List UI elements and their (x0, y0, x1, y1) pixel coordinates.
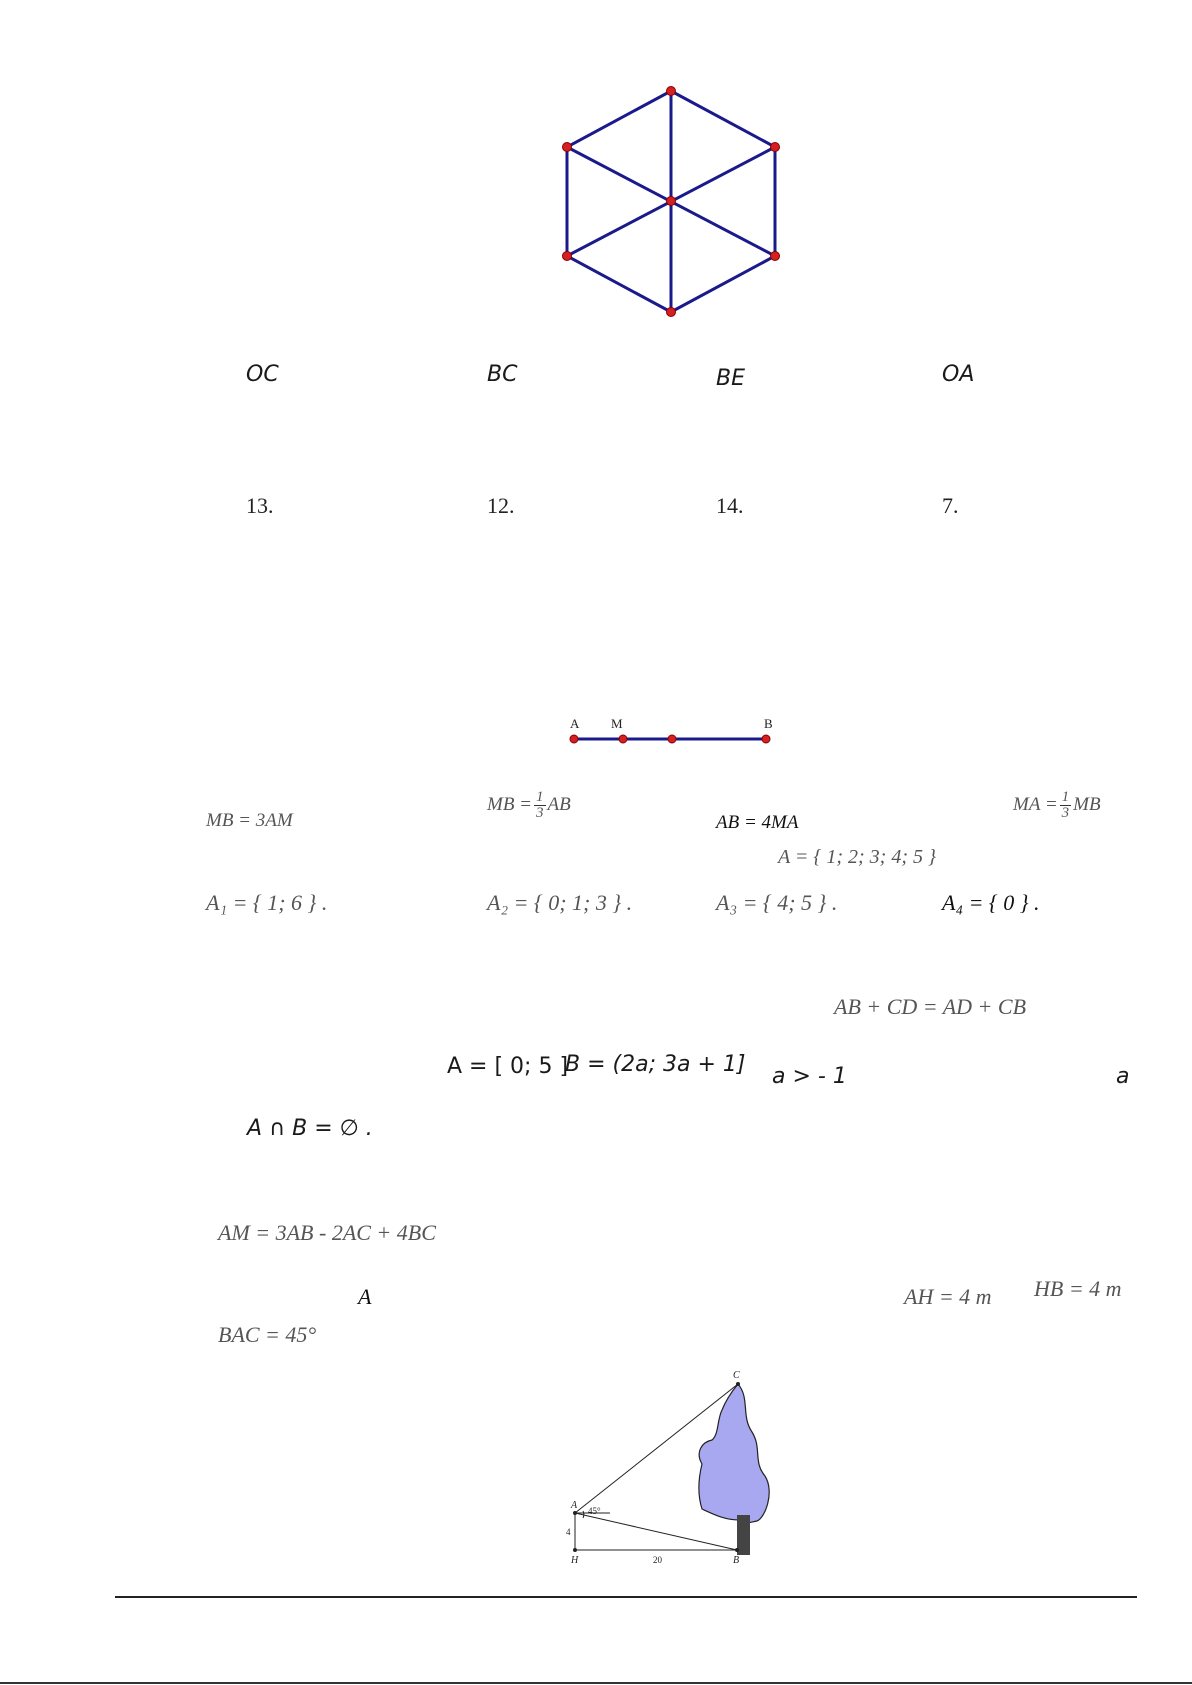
bottom-rule (0, 1682, 1192, 1684)
segment-option-b-lhs: MB = (487, 793, 533, 815)
tree-label-a: A (571, 1500, 578, 1511)
segment-figure (560, 712, 790, 752)
tree-figure (565, 1368, 795, 1568)
interval-set-b: B = (2a; 3a + 1] (565, 1052, 746, 1077)
segment-label-a: A (570, 716, 580, 731)
interval-condition: a > - 1 (772, 1064, 847, 1089)
segment-option-a: MB = 3AM (206, 810, 293, 831)
interval-set-a: A = [ 0; 5 ] (447, 1054, 569, 1079)
interval-variable: a (1116, 1064, 1130, 1089)
segment-option-c: AB = 4MA (716, 812, 799, 833)
tree-hb: HB = 4 m (1034, 1276, 1122, 1301)
tree-label-height: 4 (566, 1527, 571, 1537)
subset-option-d: A₄ = { 0 } . (942, 890, 1040, 915)
option-a-text: OC (246, 362, 279, 387)
subset-option-a: A₁ = { 1; 6 } . (206, 890, 328, 915)
option-b-text: BC (487, 362, 518, 387)
interval-intersection: A ∩ B = ∅ . (247, 1116, 373, 1141)
segment-label-m: M (611, 716, 623, 731)
count-option-d: 7. (942, 493, 959, 518)
tree-ah: AH = 4 m (904, 1284, 992, 1309)
tree-label-base: 20 (653, 1555, 662, 1565)
tree-label-h: H (571, 1555, 579, 1566)
fraction: $\frac{1}{3}$ (1061, 789, 1070, 821)
segment-option-b (487, 790, 571, 821)
segment-option-d-rhs: MB (1073, 793, 1101, 815)
vector-equation: AM = 3AB - 2AC + 4BC (218, 1220, 436, 1245)
tree-label-c: C (733, 1370, 740, 1381)
tree-point-a: A (358, 1284, 372, 1309)
option-c-text: BE (716, 366, 745, 391)
subset-option-b: A₂ = { 0; 1; 3 } . (487, 890, 633, 915)
tree-label-angle: 45° (588, 1506, 601, 1516)
fraction: $\frac{1}{3}$ (536, 789, 544, 821)
segment-option-d-lhs: MA = (1013, 793, 1058, 815)
count-option-a: 13. (246, 493, 274, 518)
hexagon-figure (540, 80, 800, 320)
tree-label-b: B (733, 1555, 740, 1566)
set-a-definition: A = { 1; 2; 3; 4; 5 } (778, 846, 936, 868)
segment-label-b: B (764, 716, 773, 731)
option-d-text: OA (942, 362, 975, 387)
count-option-c: 14. (716, 493, 744, 518)
vector-identity: AB + CD = AD + CB (834, 994, 1027, 1019)
segment-option-d (1013, 790, 1101, 821)
tree-angle: BAC = 45° (218, 1322, 317, 1347)
segment-option-b-rhs: AB (547, 793, 571, 815)
count-option-b: 12. (487, 493, 515, 518)
subset-option-c: A₃ = { 4; 5 } . (716, 890, 838, 915)
footer-rule (115, 1596, 1137, 1598)
